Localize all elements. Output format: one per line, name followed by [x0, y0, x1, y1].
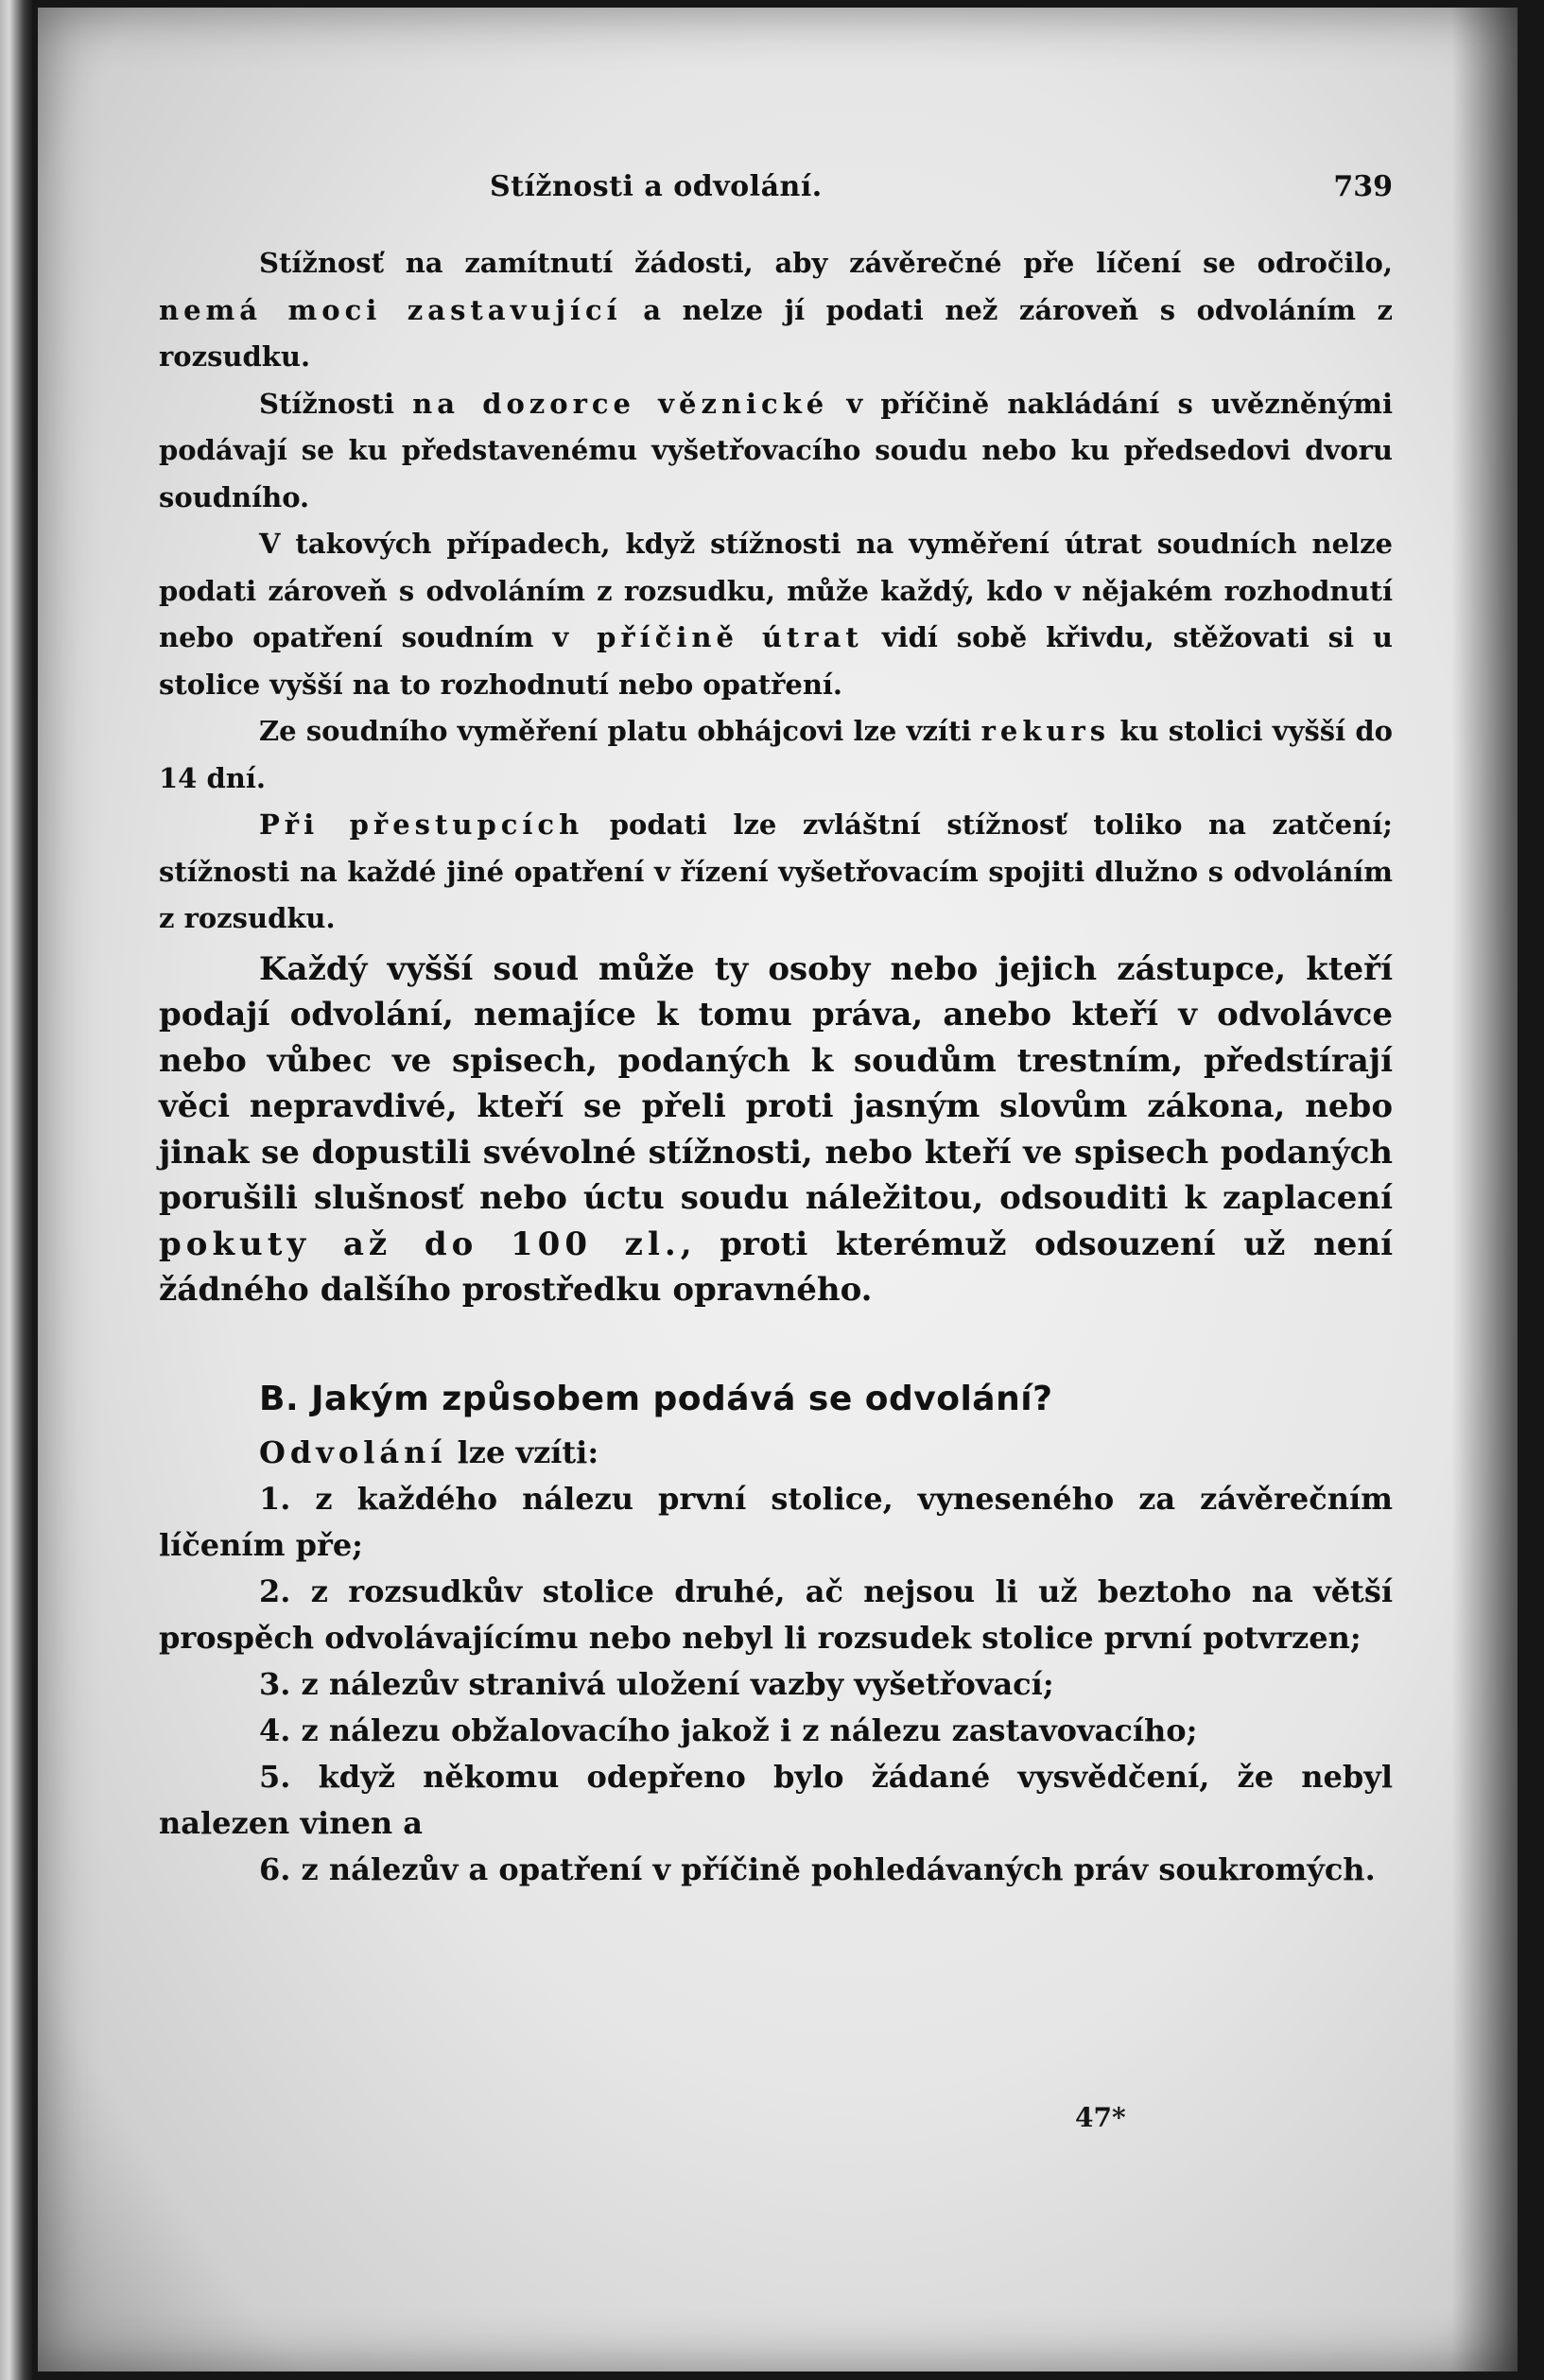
emphasis-spaced: na dozorce věznické: [412, 387, 829, 420]
section-heading: B. Jakým způsobem podává se odvolání?: [259, 1379, 1053, 1418]
running-header: [159, 159, 1393, 216]
paragraph-large-1: Každý vyšší soud může ty osoby nebo jejich zástupce, kteří podají odvolání, nemajíce k tomu práva, anebo kteří v odvolávce nebo vůbec ve spisech, podaných k soudům trestním, předstírají věci nepravdivé, kteří se přeli proti jasným slovům zákona, nebo jinak se dopustili svévolné stížnosti, nebo kteří ve spisech podaných porušili slušnosť nebo úctu soudu náležitou, odsouditi k zaplacení pokuty až do 100 zl., proti kterémuž odsouzení už není žádného dalšího prostředku opravného.: [159, 949, 1394, 1309]
page-number: 739: [1333, 170, 1393, 203]
emphasis-spaced: v příčině útrat: [552, 621, 863, 653]
small-text-block: [159, 240, 1393, 943]
list-item-4: 3. z nálezův stranivá uložení vazby vyšetřovací;: [259, 1665, 1054, 1702]
book-page: [38, 8, 1518, 2371]
paragraph-small-4: Ze soudního vyměření platu obhájcovi lze vzíti rekurs ku stolici vyšší do 14 dní.: [159, 715, 1394, 794]
emphasis-spaced: nemá moci zastavující: [159, 293, 622, 326]
emphasis-spaced: Při přestupcích: [259, 808, 584, 841]
paragraph-small-1: Stížnosť na zamítnutí žádosti, aby závěrečné pře líčení se odročilo, nemá moci zastavující a nelze jí podati než zároveň s odvoláním z rozsudku.: [159, 247, 1393, 373]
emphasis-spaced: rekurs: [980, 715, 1111, 747]
list-item-3: 2. z rozsudkův stolice druhé, ač nejsou li už beztoho na větší prospěch odvolávajícímu nebo nebyl li rozsudek stolice první potvrzen;: [159, 1572, 1393, 1656]
book-edge: [0, 0, 32, 2380]
signature-mark: 47*: [1075, 2102, 1126, 2133]
large-text-block: [159, 947, 1393, 1313]
list-item-7: 6. z nálezův a opatření v příčině pohledávaných práv soukromých.: [259, 1850, 1376, 1887]
paragraph-small-3: V takových případech, když stížnosti na vyměření útrat soudních nelze podati zároveň s odvoláním z rozsudku, může každý, kdo v nějakém rozhodnutí nebo opatření soudním v příčině útrat vidí sobě křivdu, stěžovati si u stolice vyšší na to rozhodnutí nebo opatření.: [159, 528, 1393, 701]
running-title: Stížnosti a odvolání.: [490, 170, 823, 203]
emphasis-spaced: Odvolání: [259, 1433, 447, 1470]
paragraph-small-2: Stížnosti na dozorce věznické v příčině nakládání s uvězněnými podávají se ku představenému vyšetřovacího soudu nebo ku předsedovi dvoru soudního.: [159, 387, 1393, 513]
list-item-5: 4. z nálezu obžalovacího jakož i z nálezu zastavovacího;: [259, 1711, 1198, 1748]
page-content: [159, 159, 1393, 1893]
list-item-2: 1. z každého nálezu první stolice, vyneseného za závěrečním líčením pře;: [159, 1480, 1393, 1563]
appeal-list: [159, 1430, 1393, 1893]
list-item-6: 5. když někomu odepřeno bylo žádané vysvědčení, že nebyl nalezen vinen a: [159, 1758, 1393, 1841]
emphasis-spaced: pokuty až do 100 zl.: [159, 1225, 681, 1263]
paragraph-small-5: Při přestupcích podati lze zvláštní stížnosť toliko na zatčení; stížnosti na každé jiné opatření v řízení vyšetřovacím spojiti dlužno s odvoláním z rozsudku.: [159, 808, 1393, 934]
list-item-1: Odvolání lze vzíti:: [259, 1433, 599, 1470]
